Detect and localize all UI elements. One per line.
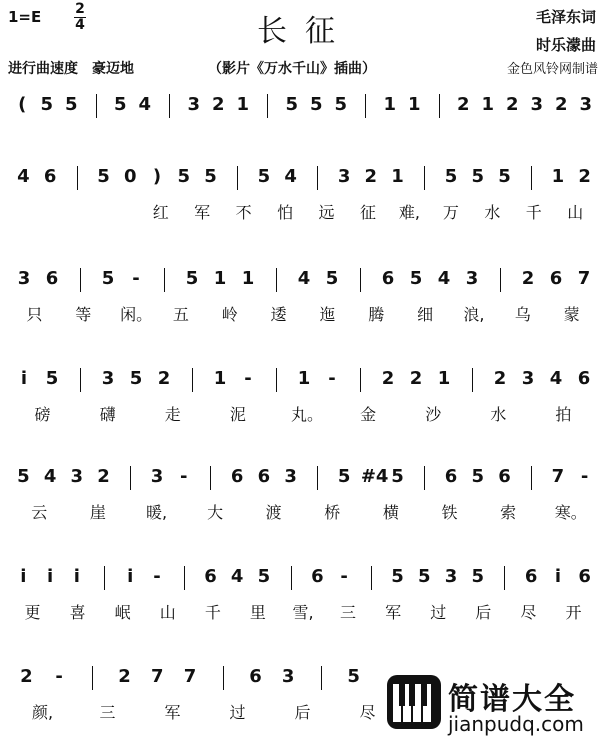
lyric-word: 岭: [221, 305, 238, 324]
barline: [424, 466, 425, 490]
lyric-word: 礴: [99, 405, 116, 424]
barline: [192, 368, 193, 392]
barline: [371, 566, 372, 590]
note: 5: [498, 166, 511, 187]
lyric-word: 磅: [34, 405, 51, 424]
note: 6: [257, 466, 271, 487]
note: -: [153, 566, 161, 587]
barline: [360, 268, 361, 292]
lyric-word: 千: [525, 203, 542, 222]
lyric-word: 喜: [69, 603, 86, 622]
barline: [531, 466, 532, 490]
note: 6: [498, 466, 511, 487]
lyric-word: 逶: [270, 305, 287, 324]
composer-credit: 时乐濛曲: [535, 36, 596, 54]
barline: [360, 368, 361, 392]
note: 4: [17, 166, 30, 187]
lyric-word: 大: [207, 503, 224, 522]
barline: [321, 666, 322, 690]
note: 5: [471, 166, 484, 187]
lyric-word: 三: [99, 703, 116, 722]
notes-row: [0, 266, 610, 296]
lyric-word: 军: [385, 603, 402, 622]
watermark-url: jianpudq.com: [448, 712, 584, 736]
lyric-word: 里: [249, 603, 266, 622]
note: 5: [204, 166, 217, 187]
lyric-word: 细: [417, 305, 434, 324]
lyric-word: 军: [194, 203, 211, 222]
note: 2: [578, 166, 591, 187]
note: 1: [213, 368, 227, 389]
note: -: [132, 268, 140, 289]
note: 3: [521, 368, 535, 389]
note: -: [244, 368, 252, 389]
barline: [531, 166, 532, 190]
note: 6: [549, 268, 563, 289]
note: 6: [524, 566, 538, 587]
note: -: [55, 666, 63, 687]
note: 5: [185, 268, 199, 289]
lyric-word: 闲。: [120, 305, 153, 324]
lyric-word: 横: [382, 503, 399, 522]
barline: [80, 268, 81, 292]
note: 3: [101, 368, 115, 389]
note: 5: [334, 94, 348, 115]
watermark-brand: 简谱大全: [448, 682, 576, 717]
lyric-word: 渡: [265, 503, 282, 522]
lyric-word: 等: [75, 305, 92, 324]
lyric-word: 金: [360, 405, 377, 424]
note: 3: [150, 466, 164, 487]
barline: [439, 94, 440, 118]
notes-row: [0, 464, 610, 494]
note: 6: [45, 268, 59, 289]
key-signature: 1=E: [8, 8, 42, 26]
note: 7: [577, 268, 591, 289]
note: 1: [241, 268, 255, 289]
song-title: 长征: [257, 14, 353, 49]
lyric-word: 颜,: [31, 703, 54, 722]
lyrics-row: [0, 602, 610, 632]
lyric-word: 铁: [441, 503, 458, 522]
barline: [184, 566, 185, 590]
note: 5: [177, 166, 190, 187]
barline: [169, 94, 170, 118]
note: (: [18, 94, 27, 115]
lyrics-row: [0, 202, 610, 232]
note: 1: [481, 94, 495, 115]
lyric-word: 拍: [555, 405, 572, 424]
lyric-word: 不: [235, 203, 252, 222]
lyric-word: 更: [24, 603, 41, 622]
lyric-word: 乌: [514, 305, 531, 324]
note: 6: [43, 166, 57, 187]
note: i: [20, 368, 28, 389]
note: 5: [418, 566, 431, 587]
note: 6: [204, 566, 217, 587]
note: 7: [151, 666, 164, 687]
note: 5: [17, 466, 30, 487]
note: 1: [551, 166, 565, 187]
time-signature-bottom: 4: [75, 17, 85, 33]
note: 6: [444, 466, 458, 487]
barline: [80, 368, 81, 392]
lyric-word: 丸。: [291, 405, 324, 424]
note: -: [340, 566, 348, 587]
barline: [210, 466, 211, 490]
lyric-word: 后: [475, 603, 492, 622]
note: 5: [337, 466, 351, 487]
lyric-word: 山: [567, 203, 584, 222]
note: i: [73, 566, 80, 587]
note: 1: [213, 268, 227, 289]
note: 5: [471, 566, 484, 587]
note: i: [20, 566, 27, 587]
barline: [424, 166, 425, 190]
note: 2: [97, 466, 110, 487]
barline: [267, 94, 268, 118]
barline: [223, 666, 224, 690]
lyric-word: 水: [490, 405, 507, 424]
lyric-word: 难,: [398, 203, 420, 222]
lyric-word: 暖,: [145, 503, 168, 522]
note: 5: [309, 94, 323, 115]
lyric-word: 五: [172, 305, 189, 324]
note: ): [152, 166, 162, 187]
lyric-word: 怕: [277, 203, 294, 222]
lyric-word: 三: [340, 603, 357, 622]
note: 4: [230, 566, 244, 587]
time-signature-top: 2: [75, 1, 85, 17]
lyric-word: 雪,: [292, 603, 314, 622]
note: 5: [325, 268, 339, 289]
note: 6: [230, 466, 244, 487]
note: i: [46, 566, 54, 587]
note: 5: [257, 166, 271, 187]
barline: [92, 666, 93, 690]
lyric-word: 腾: [368, 305, 385, 324]
barline: [317, 466, 318, 490]
note: 2: [381, 368, 395, 389]
barline: [365, 94, 366, 118]
lyric-word: 索: [500, 503, 517, 522]
note: 3: [17, 268, 31, 289]
note: 2: [521, 268, 535, 289]
note: 1: [437, 368, 451, 389]
barline: [276, 268, 277, 292]
note: 5: [409, 268, 423, 289]
note: 6: [311, 566, 324, 587]
note: 4: [138, 94, 152, 115]
barline: [96, 94, 97, 118]
note: 3: [465, 268, 479, 289]
note: 2: [409, 368, 423, 389]
barline: [130, 466, 131, 490]
note: 5: [101, 268, 115, 289]
note: 5: [471, 466, 484, 487]
lyric-word: 军: [164, 703, 181, 722]
note: i: [554, 566, 561, 587]
notes-row: [0, 564, 610, 594]
note: 2: [211, 94, 225, 115]
lyric-word: 千: [204, 603, 221, 622]
lyric-word: 后: [294, 703, 311, 722]
lyric-word: 红: [152, 203, 169, 222]
note: 1: [297, 368, 311, 389]
note: 5: [64, 94, 78, 115]
lyrics-row: [0, 304, 610, 334]
note: 7: [551, 466, 565, 487]
note: 3: [281, 666, 295, 687]
note: 5: [45, 368, 59, 389]
barline: [500, 268, 501, 292]
lyric-word: 迤: [319, 305, 336, 324]
note: 2: [505, 94, 519, 115]
note: 2: [118, 666, 131, 687]
note: 5: [129, 368, 143, 389]
lyrics-row: [0, 404, 610, 434]
note: 3: [579, 94, 593, 115]
lyric-word: 开: [565, 603, 582, 622]
lyric-word: 云: [31, 503, 48, 522]
lyric-word: 远: [318, 203, 335, 222]
note: -: [328, 368, 336, 389]
note: 4: [297, 268, 311, 289]
note: 3: [530, 94, 544, 115]
note: 1: [407, 94, 421, 115]
lyric-word: 崖: [89, 503, 106, 522]
lyric-word: 过: [430, 603, 447, 622]
note: 5: [97, 166, 110, 187]
lyric-word: 过: [229, 703, 246, 722]
note: 2: [456, 94, 470, 115]
tempo-marking: 进行曲速度 豪迈地: [8, 61, 134, 77]
barline: [237, 166, 238, 190]
lyric-word: 只: [26, 305, 43, 324]
note: 2: [157, 368, 171, 389]
note: 4: [437, 268, 451, 289]
note: 2: [364, 166, 378, 187]
lyric-word: 尽: [520, 603, 537, 622]
lyric-word: 泥: [229, 405, 246, 424]
lyric-word: 走: [164, 405, 181, 424]
barline: [317, 166, 318, 190]
note: 1: [236, 94, 250, 115]
note: 5: [391, 466, 404, 487]
note: 5: [391, 566, 404, 587]
note: 7: [183, 666, 197, 687]
notes-row: [0, 366, 610, 396]
lyric-word: 水: [484, 203, 501, 222]
note: 2: [493, 368, 507, 389]
barline: [291, 566, 292, 590]
note: i: [127, 566, 134, 587]
lyric-word: 寒。: [554, 503, 587, 522]
note: 2: [554, 94, 568, 115]
watermark: [386, 674, 604, 736]
barline: [104, 566, 105, 590]
note: 4: [43, 466, 57, 487]
film-note: （影片《万水千山》插曲）: [208, 61, 376, 77]
note: 5: [347, 666, 360, 687]
lyricist-credit: 毛泽东词: [535, 8, 596, 26]
note: 4: [284, 166, 297, 187]
note: 3: [444, 566, 458, 587]
barline: [77, 166, 78, 190]
note: 1: [383, 94, 397, 115]
note: 5: [285, 94, 299, 115]
note: 6: [249, 666, 262, 687]
note: 0: [124, 166, 137, 187]
lyric-word: 山: [159, 603, 176, 622]
lyric-word: 桥: [324, 503, 341, 522]
producer-credit: 金色风铃网制谱: [506, 62, 598, 77]
note: 6: [381, 268, 395, 289]
lyric-word: 尽: [359, 703, 376, 722]
notes-row: [0, 164, 610, 194]
note: 3: [337, 166, 351, 187]
note: #4: [360, 466, 389, 487]
note: 5: [40, 94, 54, 115]
lyric-word: 浪,: [463, 305, 485, 324]
note: 2: [20, 666, 33, 687]
lyric-word: 征: [359, 203, 376, 222]
note: -: [179, 466, 188, 487]
note: 4: [549, 368, 563, 389]
lyrics-row: [0, 502, 610, 532]
notes-row: [0, 92, 610, 122]
lyric-word: 蒙: [563, 305, 580, 324]
lyric-word: 万: [442, 203, 459, 222]
note: 1: [391, 166, 404, 187]
note: 5: [113, 94, 127, 115]
note: 6: [577, 368, 591, 389]
lyric-word: 岷: [114, 603, 131, 622]
note: 6: [578, 566, 591, 587]
barline: [472, 368, 473, 392]
note: 3: [70, 466, 84, 487]
note: 3: [187, 94, 201, 115]
barline: [164, 268, 165, 292]
lyric-word: 沙: [425, 405, 442, 424]
piano-keys-icon: [386, 674, 442, 730]
note: -: [580, 466, 589, 487]
note: 3: [284, 466, 297, 487]
barline: [504, 566, 505, 590]
note: 5: [257, 566, 271, 587]
note: 5: [444, 166, 458, 187]
barline: [276, 368, 277, 392]
